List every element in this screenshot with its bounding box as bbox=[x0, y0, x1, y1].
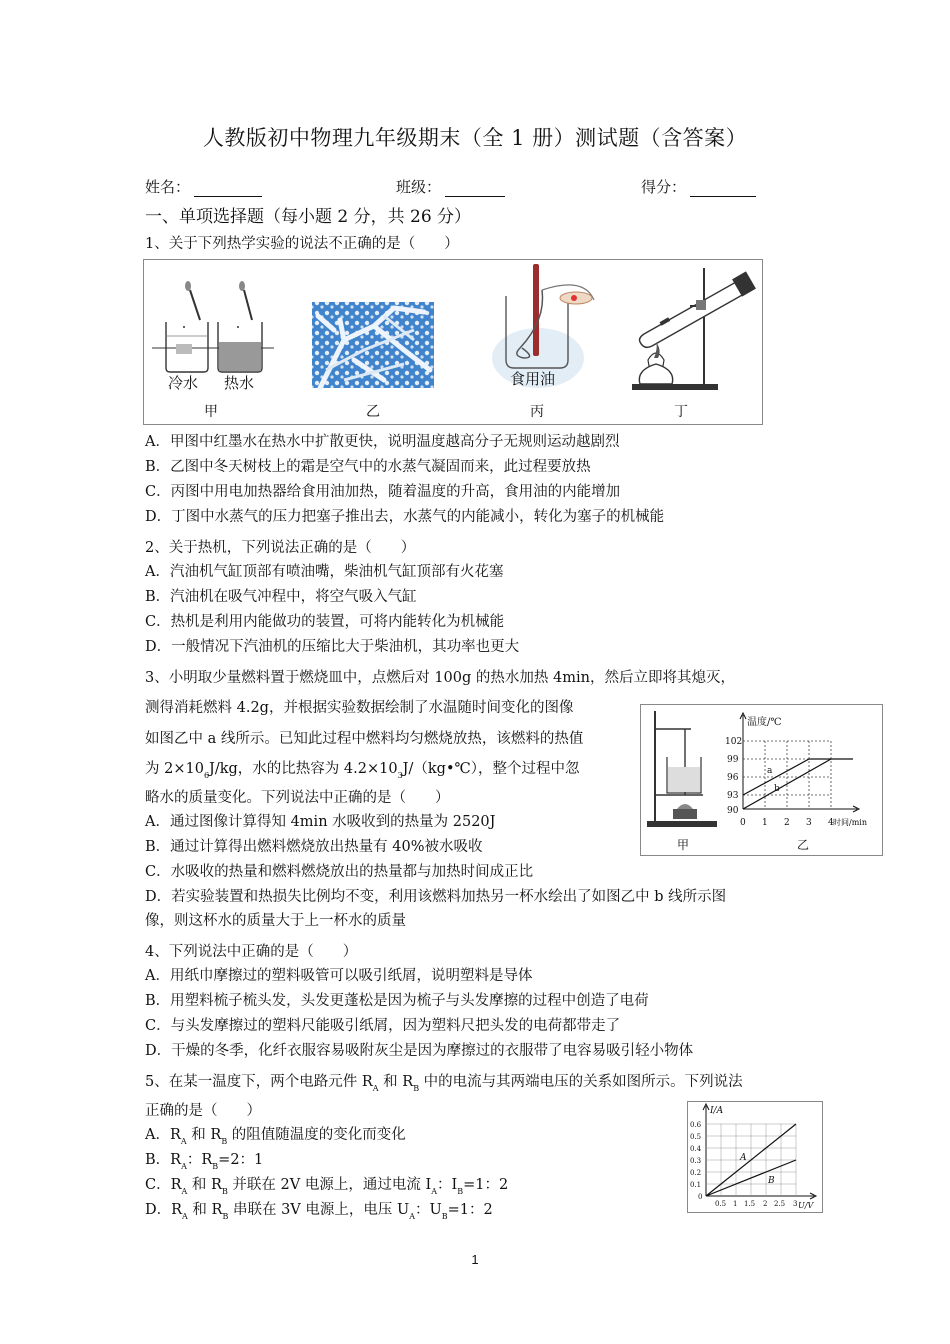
q5-label-a: A bbox=[740, 1153, 747, 1163]
q1-option-d bbox=[145, 507, 664, 527]
q3-xtick-4: 4 bbox=[828, 818, 834, 828]
q3-ylabel: 温度/℃ bbox=[747, 717, 782, 728]
q5-c-1: C．R bbox=[145, 1177, 182, 1193]
q3-option-a-text: A．通过图像计算得知 4min 水吸收到的热量为 2520J bbox=[145, 814, 496, 830]
q5-d-sub3: A bbox=[409, 1212, 415, 1221]
name-label: 姓名： bbox=[145, 178, 191, 196]
q5-d-5: =1：2 bbox=[447, 1202, 493, 1218]
q3-grid bbox=[743, 741, 831, 809]
q5-a-sub2: B bbox=[221, 1137, 228, 1146]
score-blank[interactable] bbox=[690, 182, 756, 197]
q5-c-5: =1：2 bbox=[463, 1177, 509, 1193]
q5-option-b bbox=[145, 1150, 263, 1177]
label-ding: 丁 bbox=[674, 404, 688, 420]
q3-option-a bbox=[145, 812, 495, 832]
q3-ytick-90: 90 bbox=[727, 806, 739, 816]
class-field[interactable] bbox=[396, 176, 505, 197]
q3-line-2: 测得消耗燃料 4.2g，并根据实验数据绘制了水温随时间变化的图像 bbox=[145, 700, 574, 716]
q5-ytick-0.4: 0.4 bbox=[690, 1145, 702, 1153]
q5-b-sub1: A bbox=[181, 1162, 187, 1171]
q5-c-3: 并联在 2V 电源上，通过电流 I bbox=[227, 1177, 432, 1193]
page-number: 1 bbox=[471, 1252, 479, 1267]
q5-d-2: 和 R bbox=[187, 1202, 223, 1218]
section-heading: 一、单项选择题（每小题 2 分，共 26 分） bbox=[145, 207, 472, 227]
q3-option-b bbox=[145, 837, 483, 857]
q3-line-3: 如图乙中 a 线所示。已知此过程中燃料均匀燃烧放热，该燃料的热值 bbox=[145, 731, 584, 747]
q3-cap-yi: 乙 bbox=[797, 838, 810, 852]
q5-ylabel: I/A bbox=[710, 1106, 724, 1116]
q1-option-b-text: B．乙图中冬天树枝上的霜是空气中的水蒸气凝固而来，此过程要放热 bbox=[145, 459, 591, 475]
q3-option-b-text: B．通过计算得出燃料燃烧放出热量有 40%被水吸收 bbox=[145, 839, 483, 855]
q5-xtick-2.5: 2.5 bbox=[774, 1200, 786, 1208]
q4-option-c bbox=[145, 1016, 620, 1036]
q3-line-4-b: J/kg，水的比热容为 4.2×10 bbox=[209, 761, 398, 777]
q2-option-b bbox=[145, 587, 417, 607]
q5-option-a bbox=[145, 1125, 406, 1152]
q5-d-1: D．R bbox=[145, 1202, 183, 1218]
q5-ytick-0.1: 0.1 bbox=[690, 1181, 702, 1189]
q5-a-2: 和 R bbox=[186, 1127, 222, 1143]
q5-c-sub3: A bbox=[431, 1187, 437, 1196]
q3-ytick-102: 102 bbox=[725, 737, 743, 747]
q3-label-b: b bbox=[774, 784, 780, 794]
q5-c-sub1: A bbox=[181, 1187, 188, 1196]
q3-exp-1: 6 bbox=[203, 771, 210, 780]
q1-option-d-text: D．丁图中水蒸气的压力把塞子推出去，水蒸气的内能减小，转化为塞子的机械能 bbox=[145, 509, 665, 525]
q5-d-3: 串联在 3V 电源上，电压 U bbox=[228, 1202, 410, 1218]
q1-stem: 1、关于下列热学实验的说法不正确的是（ ） bbox=[145, 236, 459, 252]
q5-d-sub2: B bbox=[222, 1212, 229, 1221]
q4-option-b bbox=[145, 991, 649, 1011]
q5-ytick-0.5: 0.5 bbox=[690, 1133, 702, 1141]
q1-option-a bbox=[145, 432, 619, 452]
score-field[interactable] bbox=[641, 176, 756, 197]
q3-line-4 bbox=[145, 759, 579, 786]
steam-tube-setup bbox=[632, 268, 756, 390]
q2-option-b-text: B．汽油机在吸气冲程中，将空气吸入气缸 bbox=[145, 589, 417, 605]
q5-sub-a: A bbox=[372, 1084, 379, 1093]
q5-option-d bbox=[145, 1200, 493, 1227]
q2-option-d-text: D．一般情况下汽油机的压缩比大于柴油机，其功率也更大 bbox=[145, 639, 520, 655]
q5-c-sub2: B bbox=[221, 1187, 228, 1196]
name-field[interactable] bbox=[145, 176, 262, 197]
class-blank[interactable] bbox=[445, 182, 505, 197]
q5-ytick-0.3: 0.3 bbox=[690, 1157, 702, 1165]
score-label: 得分： bbox=[641, 178, 687, 196]
q5-xtick-3: 3 bbox=[793, 1200, 798, 1208]
q5-xtick-1.5: 1.5 bbox=[744, 1200, 756, 1208]
q2-option-a-text: A．汽油机气缸顶部有喷油嘴，柴油机气缸顶部有火花塞 bbox=[145, 564, 504, 580]
q5-d-4: ：U bbox=[415, 1202, 442, 1218]
q4-option-a-text: A．用纸巾摩擦过的塑料吸管可以吸引纸屑，说明塑料是导体 bbox=[145, 968, 533, 984]
q3-ytick-96: 96 bbox=[727, 773, 739, 783]
q4-option-b-text: B．用塑料梳子梳头发，头发更蓬松是因为梳子与头发摩擦的过程中创造了电荷 bbox=[145, 993, 649, 1009]
q3-cap-jia: 甲 bbox=[677, 838, 690, 852]
q4-stem: 4、下列说法中正确的是（ ） bbox=[145, 944, 358, 960]
q5-line-1-c: 中的电流与其两端电压的关系如图所示。下列说法 bbox=[419, 1074, 743, 1090]
q5-ytick-0.6: 0.6 bbox=[690, 1121, 702, 1129]
iu-graph bbox=[690, 1104, 816, 1210]
q3-ytick-99: 99 bbox=[727, 755, 739, 765]
q5-graph-svg bbox=[688, 1102, 822, 1212]
q4-option-a bbox=[145, 966, 532, 986]
q5-a-1: A．R bbox=[145, 1127, 181, 1143]
heating-apparatus bbox=[647, 711, 717, 827]
name-blank[interactable] bbox=[194, 182, 262, 197]
q5-d-sub4: B bbox=[441, 1212, 448, 1221]
class-label: 班级： bbox=[396, 178, 442, 196]
q5-c-2: 和 R bbox=[187, 1177, 222, 1193]
q5-label-b: B bbox=[768, 1176, 775, 1186]
q1-figure bbox=[143, 259, 763, 425]
q5-line-1-a: 5、在某一温度下，两个电路元件 R bbox=[145, 1074, 373, 1090]
q3-xtick-1: 1 bbox=[762, 818, 768, 828]
q1-option-b bbox=[145, 457, 591, 477]
q5-xtick-2: 2 bbox=[763, 1200, 768, 1208]
q4-option-d-text: D．干燥的冬季，化纤衣服容易吸附灰尘是因为摩擦过的衣服带了电容易吸引轻小物体 bbox=[145, 1043, 694, 1059]
q5-xtick-0.5: 0.5 bbox=[715, 1200, 727, 1208]
page-title: 人教版初中物理九年级期末（全 1 册）测试题（含答案） bbox=[202, 126, 748, 150]
q5-b-sub2: B bbox=[212, 1162, 219, 1171]
q1-option-c bbox=[145, 482, 620, 502]
q3-line-1: 3、小明取少量燃料置于燃烧皿中，点燃后对 100g 的热水加热 4min，然后立即将其熄灭， bbox=[145, 670, 735, 686]
q5-a-3: 的阻值随温度的变化而变化 bbox=[227, 1127, 406, 1143]
label-hot-water: 热水 bbox=[224, 374, 255, 392]
q3-line-5: 略水的质量变化。下列说法中正确的是（ ） bbox=[145, 790, 450, 806]
q3-figure-svg bbox=[641, 705, 882, 855]
q5-b-2: ：R bbox=[186, 1152, 213, 1168]
q3-option-c bbox=[145, 862, 533, 882]
q5-c-4: ：I bbox=[436, 1177, 458, 1193]
q3-xtick-3: 3 bbox=[806, 818, 812, 828]
q3-option-c-text: C．水吸收的热量和燃料燃烧放出的热量都与加热时间成正比 bbox=[145, 864, 534, 880]
q3-option-d-text: D．若实验装置和热损失比例均不变，利用该燃料加热另一杯水绘出了如图乙中 b 线所示图 bbox=[145, 889, 727, 905]
q3-option-d-cont: 像，则这杯水的质量大于上一杯水的质量 bbox=[145, 913, 406, 929]
q5-xtick-1: 1 bbox=[733, 1200, 738, 1208]
q4-option-d bbox=[145, 1041, 693, 1061]
q3-label-a: a bbox=[767, 766, 773, 776]
q2-option-a bbox=[145, 562, 503, 582]
q2-option-c-text: C．热机是利用内能做功的装置，可将内能转化为机械能 bbox=[145, 614, 505, 630]
label-bing: 丙 bbox=[530, 404, 544, 420]
q5-line-2: 正确的是（ ） bbox=[145, 1103, 261, 1119]
q5-sub-b: B bbox=[413, 1084, 420, 1093]
q5-line-1-b: 和 R bbox=[378, 1074, 414, 1090]
q5-ytick-0.2: 0.2 bbox=[690, 1169, 702, 1177]
q3-figure bbox=[640, 704, 883, 856]
q4-option-c-text: C．与头发摩擦过的塑料尺能吸引纸屑，因为塑料尺把头发的电荷都带走了 bbox=[145, 1018, 621, 1034]
q3-xtick-2: 2 bbox=[784, 818, 790, 828]
label-jia: 甲 bbox=[204, 404, 218, 420]
q2-option-d bbox=[145, 637, 519, 657]
q5-option-c bbox=[145, 1175, 508, 1202]
temp-graph bbox=[725, 713, 867, 828]
q5-line-1 bbox=[145, 1072, 743, 1099]
label-yi: 乙 bbox=[366, 404, 380, 420]
q5-figure bbox=[687, 1101, 823, 1213]
q1-figure-svg bbox=[144, 260, 762, 424]
q5-b-3: =2：1 bbox=[218, 1152, 264, 1168]
q3-xtick-0: 0 bbox=[740, 818, 746, 828]
q3-line-4-a: 为 2×10 bbox=[145, 761, 204, 777]
q3-ytick-93: 93 bbox=[727, 791, 739, 801]
label-cold-water: 冷水 bbox=[168, 374, 199, 392]
q5-b-1: B．R bbox=[145, 1152, 182, 1168]
q2-stem: 2、关于热机，下列说法正确的是（ ） bbox=[145, 540, 416, 556]
q3-exp-2: 3 bbox=[397, 771, 403, 780]
q5-d-sub1: A bbox=[182, 1212, 188, 1221]
label-oil: 食用油 bbox=[510, 370, 556, 388]
q1-option-c-text: C．丙图中用电加热器给食用油加热，随着温度的升高，食用油的内能增加 bbox=[145, 484, 621, 500]
q3-line-4-c: J/（kg•℃），整个过程中忽 bbox=[402, 761, 580, 777]
q5-c-sub4: B bbox=[457, 1187, 464, 1196]
q5-xlabel: U/V bbox=[798, 1201, 814, 1210]
q1-option-a-text: A．甲图中红墨水在热水中扩散更快，说明温度越高分子无规则运动越剧烈 bbox=[145, 434, 620, 450]
frost-tree-photo bbox=[312, 302, 434, 388]
q3-xlabel: 时间/min bbox=[833, 818, 867, 827]
q2-option-c bbox=[145, 612, 504, 632]
beaker-hot bbox=[218, 281, 262, 372]
q5-ytick-0: 0 bbox=[698, 1193, 703, 1201]
q3-option-d bbox=[145, 887, 726, 907]
q5-a-sub1: A bbox=[180, 1137, 187, 1146]
